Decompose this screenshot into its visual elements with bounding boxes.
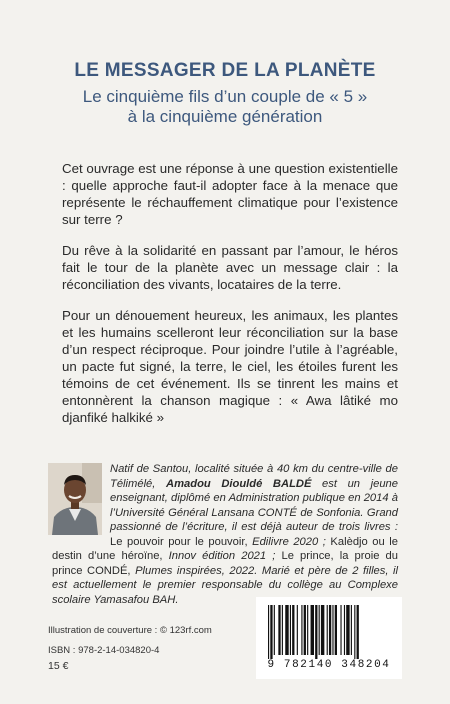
- subtitle-line-2: à la cinquième génération: [127, 107, 323, 126]
- barcode-bar: [297, 605, 298, 655]
- cover-credit: Illustration de couverture : © 123rf.com: [48, 625, 212, 636]
- barcode-bar: [270, 605, 272, 659]
- barcode-bar: [354, 605, 355, 659]
- barcode-bar: [327, 605, 328, 655]
- barcode-bar: [329, 605, 331, 655]
- bio-text-1: Natif de Santou, localité située à 40 km du centre-ville de Télimélé,: [110, 463, 398, 490]
- barcode-bar: [292, 605, 294, 655]
- book-subtitle: [0, 87, 450, 127]
- barcode-bar: [282, 605, 283, 655]
- price: 15 €: [48, 660, 69, 672]
- barcode-bar: [332, 605, 333, 655]
- bio-text-3: Edilivre 2020 ;: [247, 535, 331, 548]
- bio-text-4: Innov édition 2021 ;: [162, 550, 282, 562]
- blurb-paragraph-1: Cet ouvrage est une réponse à une question existentielle : quelle approche faut-il adopter face à la menace que représente le réchauffement climatique pour l’existence sur terre ?: [62, 161, 398, 227]
- author-bio: [52, 462, 398, 607]
- barcode-bar: [307, 605, 308, 655]
- book-title-2: Kalèdjo ou le destin d’une héroïne,: [52, 535, 398, 562]
- barcode-bar: [335, 605, 337, 655]
- book-title: LE MESSAGER DE LA PLANÈTE: [74, 60, 376, 81]
- barcode-bar: [274, 605, 275, 655]
- bio-text-2: est un jeune enseignant, diplômé en Administration publique en 2014 à l’Université Général Lansana CONTÉ de Sonfonia. Grand passionné de l’écriture, il est déjà auteur de trois livres :: [110, 477, 398, 533]
- barcode-bar: [268, 605, 269, 659]
- bio-text-5: Plumes inspirées, 2022. Marié et père de 2 filles, il est actuellement le premier responsable du collège au Complexe scolaire Yamasafou BAH.: [52, 564, 398, 606]
- barcode-bar: [351, 605, 352, 655]
- subtitle-line-1: Le cinquième fils d’un couple de « 5 »: [82, 87, 368, 106]
- barcode-bar: [285, 605, 288, 655]
- barcode-bar: [357, 605, 359, 659]
- barcode-bar: [321, 605, 324, 655]
- barcode-bar: [304, 605, 306, 655]
- barcode-bars: [266, 605, 392, 659]
- barcode-bar: [278, 605, 280, 655]
- barcode-bar: [346, 605, 349, 655]
- blurb-paragraph-3: Pour un dénouement heureux, les animaux, les plantes et les humains scelleront leur réconciliation sur la base d’un respect réciproque. Pour joindre l’utile à l’agréable, un pacte fut signé, la terre, le ciel, les étoiles furent les témoins de cet événement. Ils se tinrent les mains et entonnèrent la chanson magique : « Awa lâtiké mo djanfiké halkiké »: [62, 308, 398, 425]
- barcode-number: 9 782140 348204: [267, 659, 391, 671]
- photo-spacer: [52, 462, 110, 536]
- barcode-bar: [340, 605, 341, 655]
- barcode-bar: [315, 605, 317, 659]
- isbn: ISBN : 978-2-14-034820-4: [48, 645, 160, 656]
- barcode-bar: [344, 605, 345, 655]
- barcode-bar: [301, 605, 302, 655]
- book-title-1: Le pouvoir pour le pouvoir,: [110, 535, 248, 548]
- barcode-bar: [319, 605, 320, 655]
- author-name: Amadou Diouldé BALDÉ: [165, 477, 312, 490]
- barcode-bar: [311, 605, 314, 655]
- barcode-bar: [290, 605, 291, 655]
- blurb: [62, 160, 398, 440]
- book-title-3: Le prince, la proie du prince CONDÉ,: [52, 550, 399, 577]
- barcode: [256, 597, 402, 679]
- blurb-paragraph-2: Du rêve à la solidarité en passant par l’amour, le héros fait le tour de la planète avec un message clair : la réconciliation des vivants, locataires de la terre.: [62, 243, 398, 292]
